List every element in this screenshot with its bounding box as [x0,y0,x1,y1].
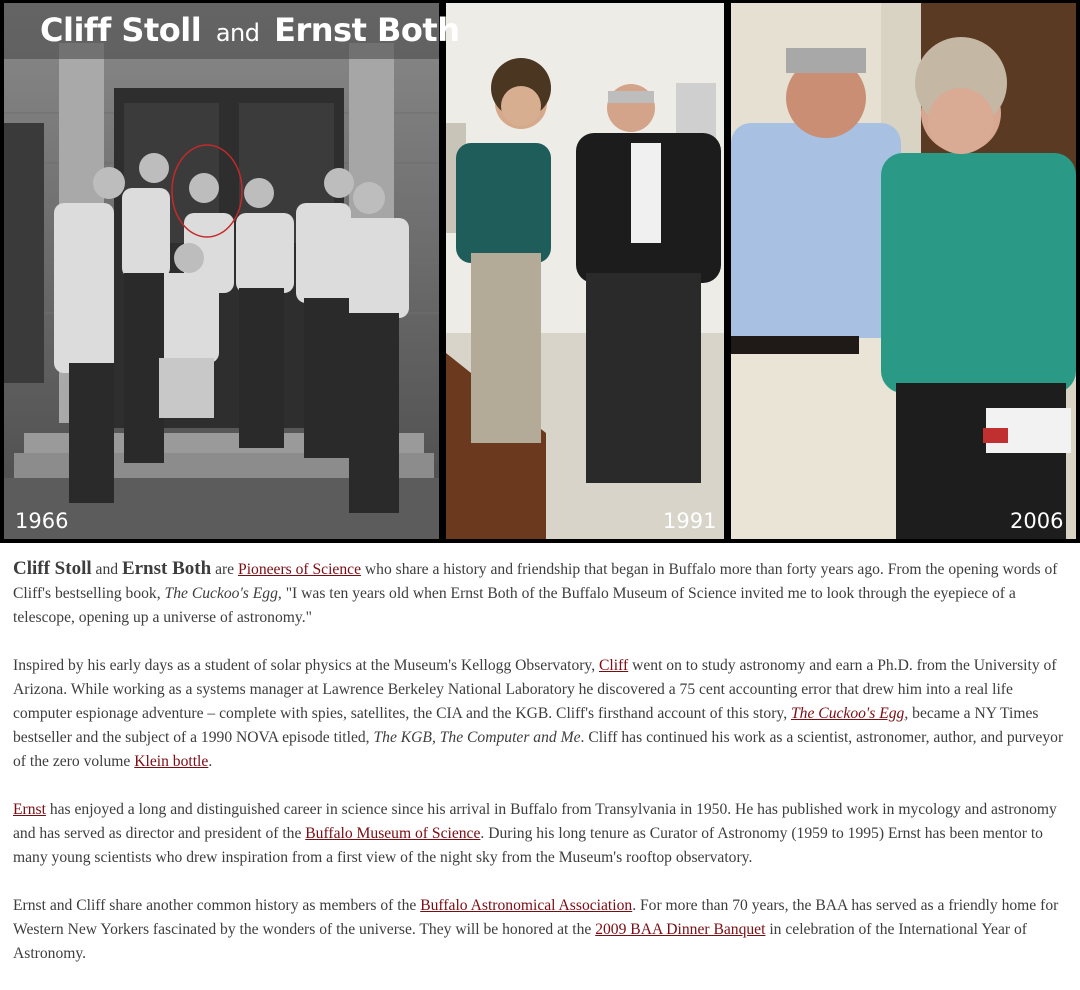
banner-name-ernst: Ernst Both [274,11,460,49]
link-cuckoos-egg[interactable] [791,705,904,722]
text: are [211,561,239,578]
title-banner [4,3,460,59]
text: . Cliff has continued his work as a scientist, astronomer, author, and purveyor of the zero volume [13,729,1064,770]
intro-paragraph [13,557,1075,630]
banner-title [40,11,459,49]
year-label-2006: 2006 [1010,509,1064,533]
banner-and: and [215,19,260,47]
link-pioneers-of-science[interactable]: Pioneers of Science [238,561,361,578]
text: Ernst and Cliff share another common history as members of the [13,897,421,914]
text: Inspired by his early days as a student of solar physics at the Museum's Kellogg Observatory, [13,657,600,674]
text: in celebration of the International Year of Astronomy. [13,921,1027,962]
link-buffalo-astronomical-association[interactable]: Buffalo Astronomical Association [420,897,633,914]
ernst-paragraph [13,798,1075,870]
link-ernst[interactable]: Ernst [13,801,46,818]
book-title: The Cuckoo's Egg [164,585,278,602]
lead-name-cliff: Cliff Stoll [13,558,92,579]
text: has enjoyed a long and distinguished career in science since his arrival in Buffalo from Transylvania in 1950. He has published work in mycology and astronomy and has served as director and president of the [13,801,1057,842]
text: , "I was ten years old when Ernst Both of the Buffalo Museum of Science invited me to look through the eyepiece of a telescope, opening up a universe of astronomy." [13,585,1016,626]
text: . During his long tenure as Curator of Astronomy (1959 to 1995) Ernst has been mentor to many young scientists who drew inspiration from a first view of the night sky from the Museum's rooftop observatory. [13,825,1043,866]
baa-paragraph [13,894,1075,966]
year-label-1991: 1991 [663,509,717,533]
text: , became a NY Times bestseller and the subject of a 1990 NOVA episode titled, [13,705,1039,746]
photo-1966-group [4,3,439,539]
link-cliff[interactable]: Cliff [599,657,629,674]
text-and: and [91,561,122,578]
text: . [208,753,213,770]
text: . For more than 70 years, the BAA has served as a friendly home for Western New Yorkers fascinated by the wonders of the universe. They will be honored at the [13,897,1059,938]
link-cuckoos-egg-label: The Cuckoo's Egg [791,705,905,722]
nova-episode-title: The KGB, The Computer and Me [373,729,581,746]
link-klein-bottle[interactable]: Klein bottle [134,753,209,770]
article-body [13,557,1075,990]
link-buffalo-museum-of-science[interactable]: Buffalo Museum of Science [305,825,481,842]
text: went on to study astronomy and earn a Ph.D. from the University of Arizona. While working as a systems manager at Lawrence Berkeley National Laboratory he discovered a 75 cent accounting error that drew him into a real life computer espionage adventure – complete with spies, satellites, the CIA and the KGB. Cliff's firsthand account of this story, [13,657,1057,722]
text: who share a history and friendship that began in Buffalo more than forty years ago. From the opening words of Cliff's bestselling book, [13,561,1058,602]
cliff-paragraph [13,654,1075,774]
lead-name-ernst: Ernst Both [121,558,212,579]
year-label-1966: 1966 [15,509,69,533]
photo-2006 [731,3,1076,539]
photo-1991 [446,3,724,539]
link-baa-dinner-banquet[interactable]: 2009 BAA Dinner Banquet [595,921,766,938]
banner-name-cliff: Cliff Stoll [40,11,202,49]
